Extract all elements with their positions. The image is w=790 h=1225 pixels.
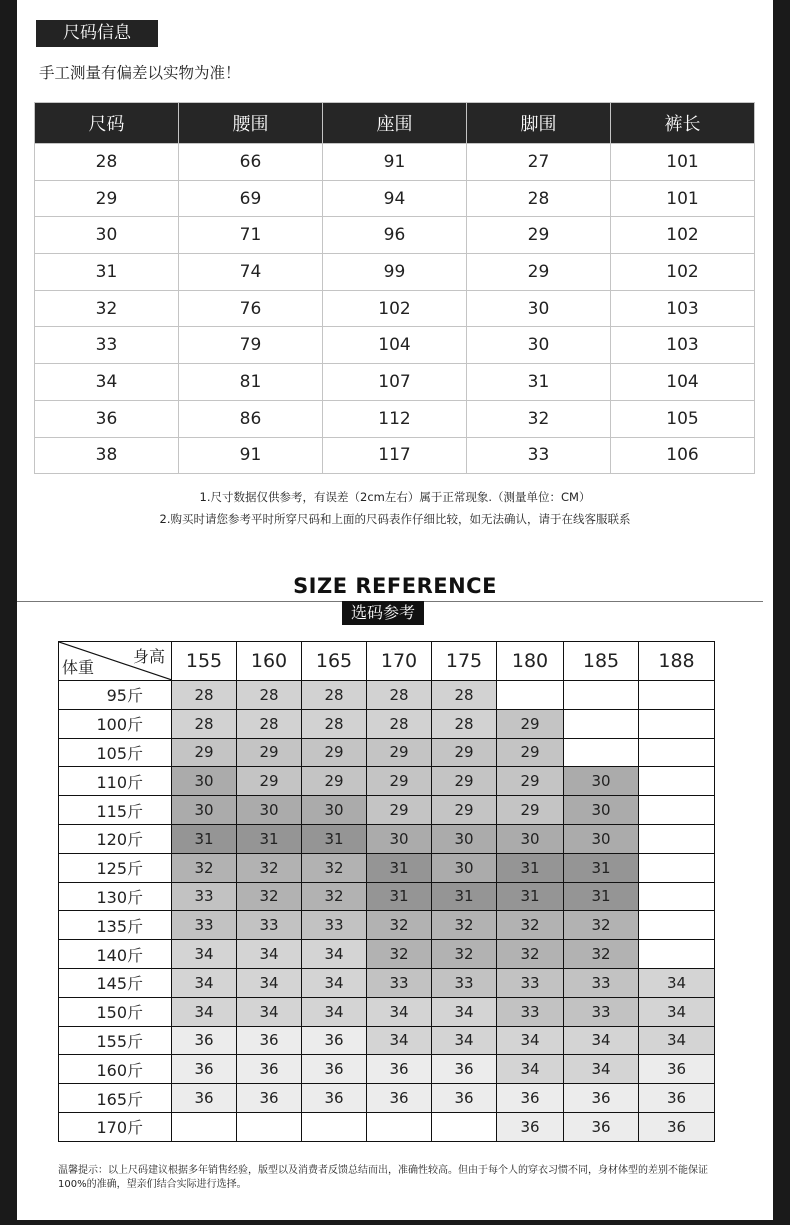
size-cell: 31 <box>302 824 367 853</box>
size-table-header-cell: 裤长 <box>611 103 755 144</box>
size-cell: 32 <box>497 911 564 940</box>
size-cell: 28 <box>172 681 237 710</box>
size-cell: 34 <box>639 968 715 997</box>
table-row <box>59 853 715 882</box>
size-cell <box>639 767 715 796</box>
size-cell: 34 <box>497 1026 564 1055</box>
size-cell: 36 <box>432 1084 497 1113</box>
size-cell: 31 <box>564 882 639 911</box>
size-cell: 34 <box>237 968 302 997</box>
size-table-body <box>35 144 755 474</box>
size-cell: 36 <box>172 1055 237 1084</box>
size-cell <box>639 738 715 767</box>
size-cell: 31 <box>432 882 497 911</box>
table-row <box>35 254 755 291</box>
size-cell <box>564 709 639 738</box>
size-table-header-cell: 尺码 <box>35 103 179 144</box>
table-cell: 29 <box>467 254 611 291</box>
size-cell: 36 <box>172 1084 237 1113</box>
size-cell: 33 <box>497 968 564 997</box>
height-label: 身高 <box>132 647 165 666</box>
size-table-header-cell: 座围 <box>323 103 467 144</box>
height-header-cell: 165 <box>302 642 367 681</box>
weight-cell: 100斤 <box>59 709 172 738</box>
size-cell: 36 <box>302 1055 367 1084</box>
size-cell: 32 <box>564 911 639 940</box>
height-header-cell: 175 <box>432 642 497 681</box>
size-cell <box>564 738 639 767</box>
size-cell: 36 <box>172 1026 237 1055</box>
size-cell: 29 <box>497 796 564 825</box>
table-row <box>35 144 755 181</box>
size-cell: 31 <box>237 824 302 853</box>
size-cell: 34 <box>432 997 497 1026</box>
size-cell: 32 <box>302 853 367 882</box>
size-cell: 32 <box>237 882 302 911</box>
size-cell: 33 <box>497 997 564 1026</box>
table-row <box>59 824 715 853</box>
size-cell: 36 <box>237 1055 302 1084</box>
size-cell: 29 <box>432 796 497 825</box>
table-row <box>59 681 715 710</box>
table-cell: 101 <box>611 180 755 217</box>
size-cell: 34 <box>172 940 237 969</box>
height-header-cell: 180 <box>497 642 564 681</box>
size-cell: 30 <box>172 796 237 825</box>
measure-note: 手工测量有偏差以实物为准！ <box>39 64 241 82</box>
weight-cell: 125斤 <box>59 853 172 882</box>
size-cell: 34 <box>302 968 367 997</box>
size-table-header-cell: 脚围 <box>467 103 611 144</box>
size-cell: 36 <box>497 1112 564 1141</box>
size-cell: 31 <box>564 853 639 882</box>
size-cell: 34 <box>237 997 302 1026</box>
table-cell: 30 <box>467 327 611 364</box>
size-cell <box>639 940 715 969</box>
weight-cell: 170斤 <box>59 1112 172 1141</box>
table-row <box>59 968 715 997</box>
size-cell <box>564 681 639 710</box>
table-cell: 36 <box>35 400 179 437</box>
size-cell: 28 <box>302 681 367 710</box>
size-cell: 32 <box>432 940 497 969</box>
size-cell: 29 <box>302 738 367 767</box>
size-cell: 28 <box>432 709 497 738</box>
size-cell: 30 <box>432 824 497 853</box>
height-header-cell: 160 <box>237 642 302 681</box>
corner-cell <box>59 642 172 681</box>
size-cell: 32 <box>302 882 367 911</box>
size-cell <box>639 853 715 882</box>
size-cell <box>302 1112 367 1141</box>
size-cell: 36 <box>432 1055 497 1084</box>
size-cell: 31 <box>497 853 564 882</box>
size-cell: 36 <box>564 1084 639 1113</box>
table-cell: 38 <box>35 437 179 474</box>
size-cell: 28 <box>302 709 367 738</box>
height-header-cell: 170 <box>367 642 432 681</box>
table-cell: 33 <box>467 437 611 474</box>
size-reference-title: SIZE REFERENCE <box>293 574 497 598</box>
size-cell: 28 <box>172 709 237 738</box>
size-cell: 34 <box>302 940 367 969</box>
weight-cell: 160斤 <box>59 1055 172 1084</box>
weight-cell: 165斤 <box>59 1084 172 1113</box>
table-cell: 101 <box>611 144 755 181</box>
weight-label: 体重 <box>62 658 95 677</box>
size-cell: 34 <box>639 1026 715 1055</box>
size-cell: 32 <box>172 853 237 882</box>
size-cell: 32 <box>564 940 639 969</box>
size-table-header-cell: 腰围 <box>179 103 323 144</box>
size-cell: 33 <box>367 968 432 997</box>
table-cell: 102 <box>611 254 755 291</box>
size-cell: 36 <box>564 1112 639 1141</box>
table-row <box>59 997 715 1026</box>
size-cell: 34 <box>172 968 237 997</box>
table-cell: 96 <box>323 217 467 254</box>
size-cell: 30 <box>564 824 639 853</box>
size-cell: 31 <box>497 882 564 911</box>
table-row <box>35 290 755 327</box>
size-cell: 34 <box>639 997 715 1026</box>
size-cell: 30 <box>237 796 302 825</box>
table-row <box>59 940 715 969</box>
size-cell <box>639 882 715 911</box>
size-cell: 33 <box>237 911 302 940</box>
size-cell: 33 <box>432 968 497 997</box>
size-cell: 34 <box>302 997 367 1026</box>
size-cell: 30 <box>367 824 432 853</box>
size-cell: 28 <box>432 681 497 710</box>
table-row <box>35 217 755 254</box>
size-cell: 29 <box>497 767 564 796</box>
table-cell: 102 <box>611 217 755 254</box>
size-cell: 30 <box>564 767 639 796</box>
size-cell: 30 <box>564 796 639 825</box>
size-cell: 34 <box>497 1055 564 1084</box>
size-cell: 36 <box>302 1026 367 1055</box>
size-cell: 29 <box>367 767 432 796</box>
table-cell: 69 <box>179 180 323 217</box>
table-row <box>59 911 715 940</box>
table-cell: 104 <box>323 327 467 364</box>
table-row <box>59 1026 715 1055</box>
size-cell: 34 <box>367 997 432 1026</box>
table-cell: 28 <box>467 180 611 217</box>
weight-cell: 110斤 <box>59 767 172 796</box>
table-row <box>35 327 755 364</box>
table-cell: 117 <box>323 437 467 474</box>
weight-cell: 115斤 <box>59 796 172 825</box>
table-cell: 94 <box>323 180 467 217</box>
table-cell: 33 <box>35 327 179 364</box>
size-cell: 29 <box>432 767 497 796</box>
table-cell: 34 <box>35 364 179 401</box>
table-cell: 81 <box>179 364 323 401</box>
table-row <box>59 1084 715 1113</box>
size-table-header <box>35 103 755 144</box>
size-cell <box>639 796 715 825</box>
table-cell: 76 <box>179 290 323 327</box>
size-cell <box>639 681 715 710</box>
table-cell: 86 <box>179 400 323 437</box>
size-cell: 30 <box>302 796 367 825</box>
weight-cell: 105斤 <box>59 738 172 767</box>
table-cell: 105 <box>611 400 755 437</box>
table-row <box>35 437 755 474</box>
size-cell: 36 <box>367 1084 432 1113</box>
table-cell: 31 <box>467 364 611 401</box>
table-cell: 28 <box>35 144 179 181</box>
table-cell: 103 <box>611 327 755 364</box>
table-row <box>35 180 755 217</box>
weight-cell: 155斤 <box>59 1026 172 1055</box>
section-title: 尺码信息 <box>36 20 158 47</box>
weight-cell: 150斤 <box>59 997 172 1026</box>
size-cell: 32 <box>432 911 497 940</box>
size-table <box>34 102 755 474</box>
size-cell: 36 <box>237 1084 302 1113</box>
weight-cell: 120斤 <box>59 824 172 853</box>
size-cell: 34 <box>172 997 237 1026</box>
size-cell <box>172 1112 237 1141</box>
table-cell: 79 <box>179 327 323 364</box>
table-row <box>59 1055 715 1084</box>
table-cell: 29 <box>467 217 611 254</box>
size-cell: 32 <box>237 853 302 882</box>
size-cell <box>432 1112 497 1141</box>
size-cell: 33 <box>172 911 237 940</box>
table-cell: 91 <box>179 437 323 474</box>
size-cell: 30 <box>432 853 497 882</box>
size-cell: 32 <box>367 911 432 940</box>
size-cell: 31 <box>367 882 432 911</box>
size-cell: 34 <box>564 1055 639 1084</box>
size-cell: 33 <box>302 911 367 940</box>
table-cell: 91 <box>323 144 467 181</box>
size-cell: 32 <box>367 940 432 969</box>
size-cell: 33 <box>172 882 237 911</box>
reference-table-header <box>59 642 715 681</box>
table-cell: 27 <box>467 144 611 181</box>
size-cell: 29 <box>367 796 432 825</box>
table-row <box>59 796 715 825</box>
size-cell: 28 <box>237 681 302 710</box>
table-cell: 74 <box>179 254 323 291</box>
table-cell: 29 <box>35 180 179 217</box>
size-cell <box>639 709 715 738</box>
height-header-cell: 188 <box>639 642 715 681</box>
footnote-2: 2.购买时请您参考平时所穿尺码和上面的尺码表作仔细比较，如无法确认，请于在线客服联系 <box>159 512 631 526</box>
size-cell: 36 <box>639 1084 715 1113</box>
table-cell: 71 <box>179 217 323 254</box>
height-header-cell: 185 <box>564 642 639 681</box>
size-cell: 29 <box>302 767 367 796</box>
table-cell: 32 <box>467 400 611 437</box>
size-cell: 34 <box>237 940 302 969</box>
table-cell: 102 <box>323 290 467 327</box>
size-cell: 36 <box>237 1026 302 1055</box>
table-row <box>59 767 715 796</box>
table-cell: 99 <box>323 254 467 291</box>
size-cell: 33 <box>564 997 639 1026</box>
size-info-page <box>17 0 773 1220</box>
weight-cell: 135斤 <box>59 911 172 940</box>
size-cell: 30 <box>497 824 564 853</box>
size-cell: 29 <box>172 738 237 767</box>
table-cell: 104 <box>611 364 755 401</box>
table-cell: 106 <box>611 437 755 474</box>
reference-table <box>58 641 715 1142</box>
table-row <box>59 882 715 911</box>
weight-cell: 130斤 <box>59 882 172 911</box>
size-cell <box>367 1112 432 1141</box>
size-cell: 32 <box>497 940 564 969</box>
size-reference-subtitle: 选码参考 <box>342 601 424 625</box>
size-cell: 29 <box>432 738 497 767</box>
size-cell <box>639 911 715 940</box>
size-cell: 36 <box>639 1055 715 1084</box>
table-cell: 32 <box>35 290 179 327</box>
table-row <box>59 738 715 767</box>
size-cell: 33 <box>564 968 639 997</box>
size-cell: 31 <box>172 824 237 853</box>
table-cell: 31 <box>35 254 179 291</box>
table-cell: 112 <box>323 400 467 437</box>
size-cell: 34 <box>367 1026 432 1055</box>
table-row <box>59 1112 715 1141</box>
size-cell: 29 <box>367 738 432 767</box>
weight-cell: 145斤 <box>59 968 172 997</box>
table-cell: 107 <box>323 364 467 401</box>
footnote-1: 1.尺寸数据仅供参考，有误差（2cm左右）属于正常现象.（测量单位：CM） <box>199 490 591 504</box>
size-cell: 31 <box>367 853 432 882</box>
size-cell: 36 <box>497 1084 564 1113</box>
size-cell: 29 <box>237 767 302 796</box>
size-cell: 34 <box>564 1026 639 1055</box>
size-cell: 28 <box>237 709 302 738</box>
table-row <box>35 364 755 401</box>
table-cell: 30 <box>35 217 179 254</box>
height-header-cell: 155 <box>172 642 237 681</box>
table-row <box>59 709 715 738</box>
size-cell: 36 <box>367 1055 432 1084</box>
size-cell: 34 <box>432 1026 497 1055</box>
size-cell <box>639 824 715 853</box>
table-cell: 103 <box>611 290 755 327</box>
size-cell: 28 <box>367 681 432 710</box>
size-cell: 29 <box>497 738 564 767</box>
weight-cell: 95斤 <box>59 681 172 710</box>
size-cell: 29 <box>237 738 302 767</box>
table-row <box>35 400 755 437</box>
weight-cell: 140斤 <box>59 940 172 969</box>
size-cell: 29 <box>497 709 564 738</box>
size-cell <box>497 681 564 710</box>
size-cell: 28 <box>367 709 432 738</box>
table-cell: 66 <box>179 144 323 181</box>
size-cell <box>237 1112 302 1141</box>
size-cell: 36 <box>302 1084 367 1113</box>
size-cell: 36 <box>639 1112 715 1141</box>
disclaimer: 温馨提示：以上尺码建议根据多年销售经验，版型以及消费者反馈总结而出，准确性较高。但由于每个人的穿衣习惯不同，身材体型的差别不能保证100%的准确，望亲们结合实际进行选择。 <box>58 1165 708 1190</box>
size-cell: 30 <box>172 767 237 796</box>
table-cell: 30 <box>467 290 611 327</box>
